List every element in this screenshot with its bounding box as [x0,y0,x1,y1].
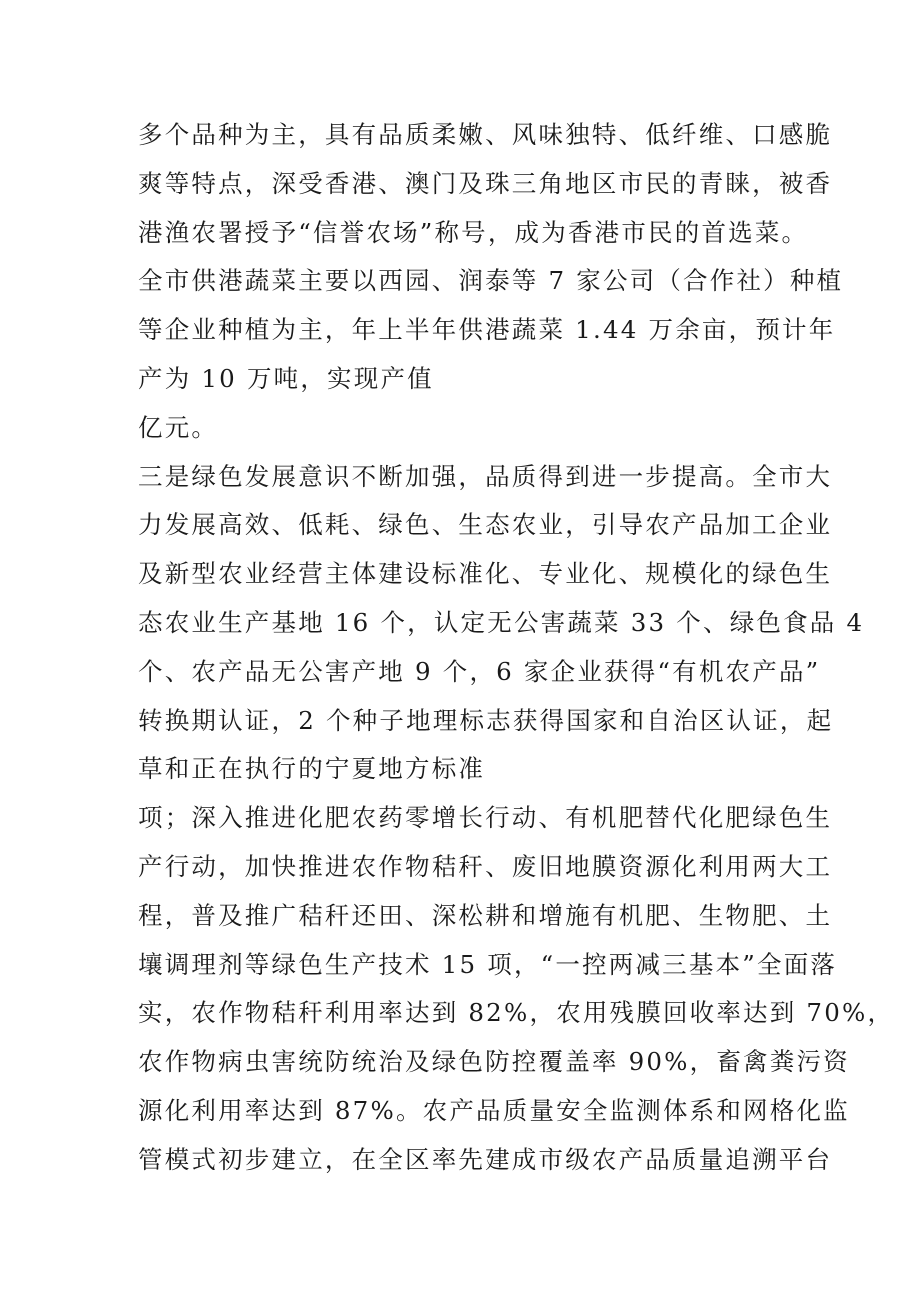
text-line: 态农业生产基地 16 个，认定无公害蔬菜 33 个、绿色食品 4 [138,607,865,637]
text-line: 程，普及推广秸秆还田、深松耕和增施有机肥、生物肥、土 [138,900,833,930]
body-text [138,111,895,1185]
text-line: 个、农产品无公害产地 9 个，6 家企业获得“有机农产品” [138,656,821,686]
text-line: 多个品种为主，具有品质柔嫩、风味独特、低纤维、口感脆 [138,120,833,149]
text-line: 港渔农署授予“信誉农场”称号，成为香港市民的首选菜。 [138,217,809,247]
text-line: 及新型农业经营主体建设标准化、专业化、规模化的绿色生 [138,559,833,589]
text-line: 产为 10 万吨，实现产值 [138,363,434,393]
text-line: 亿元。 [138,412,219,442]
text-line: 项；深入推进化肥农药零增长行动、有机肥替代化肥绿色生 [138,803,833,833]
text-line: 农作物病虫害统防统治及绿色防控覆盖率 90%，畜禽粪污资 [138,1047,850,1077]
text-line: 全市供港蔬菜主要以西园、润泰等 7 家公司（合作社）种植 [138,266,844,296]
text-line: 管模式初步建立，在全区率先建成市级农产品质量追溯平台 [138,1144,833,1174]
text-line: 等企业种植为主，年上半年供港蔬菜 1.44 万余亩，预计年 [138,315,836,345]
text-line: 爽等特点，深受香港、澳门及珠三角地区市民的青睐，被香 [138,168,833,198]
text-line: 转换期认证，2 个种子地理标志获得国家和自治区认证，起 [138,705,834,735]
text-line: 壤调理剂等绿色生产技术 15 项，“一控两减三基本”全面落 [138,949,838,979]
text-line: 草和正在执行的宁夏地方标准 [138,754,486,784]
text-line: 实，农作物秸秆利用率达到 82%，农用残膜回收率达到 70%， [138,998,895,1028]
text-line: 源化利用率达到 87%。农产品质量安全监测体系和网格化监 [138,1095,850,1125]
text-line: 三是绿色发展意识不断加强，品质得到进一步提高。全市大 [138,461,833,491]
text-line: 产行动，加快推进农作物秸秆、废旧地膜资源化利用两大工 [138,851,833,881]
text-line: 力发展高效、低耗、绿色、生态农业，引导农产品加工企业 [138,510,833,540]
